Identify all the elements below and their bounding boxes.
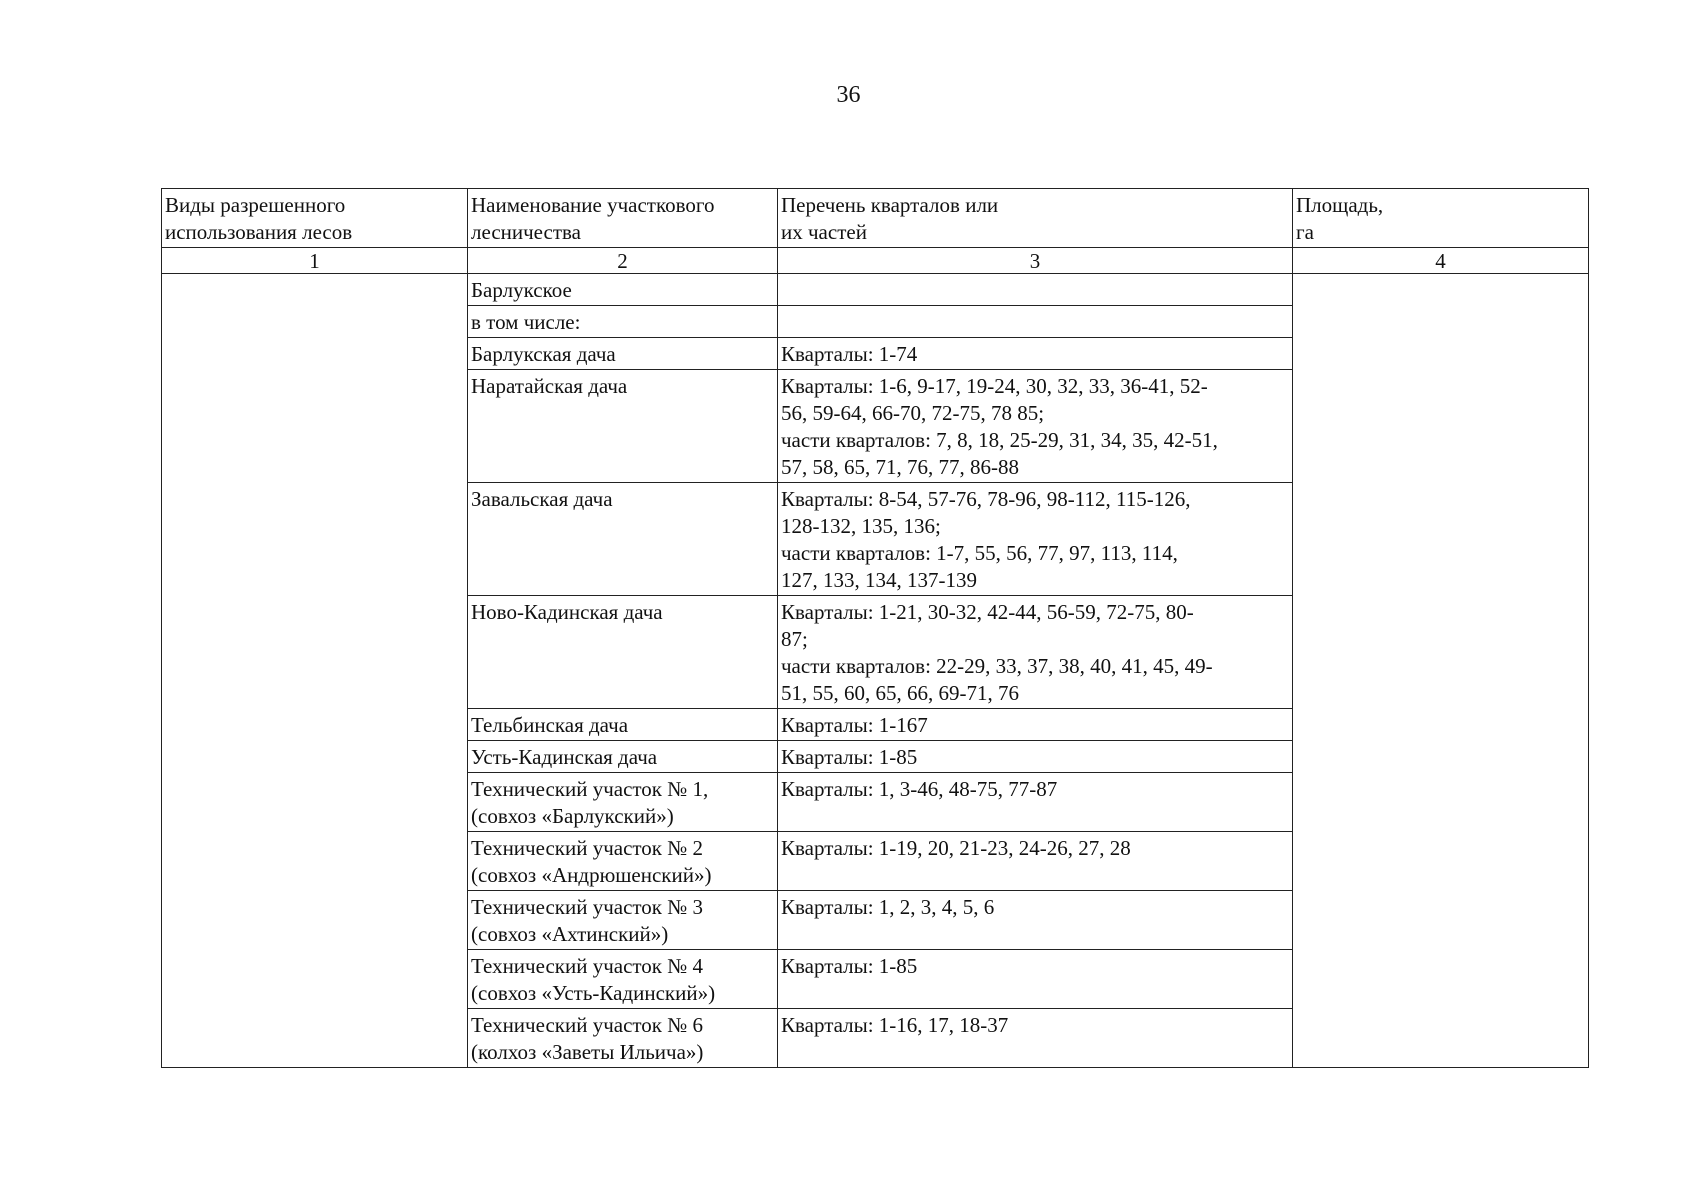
forestry-name-cell [468, 596, 778, 709]
quarters-line: Кварталы: 1, 2, 3, 4, 5, 6 [781, 895, 995, 919]
column-number: 4 [1293, 248, 1589, 274]
quarters-cell [778, 773, 1293, 832]
quarters-line: 128-132, 135, 136; [781, 514, 941, 538]
quarters-line: части кварталов: 22-29, 33, 37, 38, 40, 41, 45, 49- [781, 654, 1213, 678]
forestry-name-cell [468, 274, 778, 306]
forestry-name-cell [468, 709, 778, 741]
quarters-line: Кварталы: 1, 3-46, 48-75, 77-87 [781, 777, 1058, 801]
forestry-name-line: Завальская дача [471, 487, 613, 511]
quarters-line: Кварталы: 1-6, 9-17, 19-24, 30, 32, 33, 36-41, 52- [781, 374, 1208, 398]
forestry-name-line: (совхоз «Барлукский») [471, 804, 674, 828]
forestry-name-line: Технический участок № 6 [471, 1013, 704, 1037]
forestry-name-line: Усть-Кадинская дача [471, 745, 658, 769]
quarters-line: 127, 133, 134, 137-139 [781, 568, 977, 592]
forestry-name-line: (совхоз «Ахтинский») [471, 922, 669, 946]
page-number: 36 [836, 82, 861, 108]
forestry-name-line: (колхоз «Заветы Ильича») [471, 1040, 704, 1064]
quarters-line: Кварталы: 8-54, 57-76, 78-96, 98-112, 115-126, [781, 487, 1191, 511]
forestry-name-cell [468, 338, 778, 370]
quarters-line: Кварталы: 1-16, 17, 18-37 [781, 1013, 1009, 1037]
header-cell-quarters: Перечень кварталов или их частей [778, 189, 1293, 248]
forestry-name-line: Технический участок № 2 [471, 836, 704, 860]
forestry-name-cell [468, 741, 778, 773]
forestry-name-line: в том числе: [471, 310, 581, 334]
quarters-line: Кварталы: 1-85 [781, 954, 918, 978]
column-number: 3 [778, 248, 1293, 274]
quarters-line: Кварталы: 1-85 [781, 745, 918, 769]
column-number: 2 [468, 248, 778, 274]
quarters-cell [778, 306, 1293, 338]
forest-use-table [161, 188, 1589, 1068]
quarters-line: части кварталов: 7, 8, 18, 25-29, 31, 34, 35, 42-51, [781, 428, 1218, 452]
forestry-name-line: Наратайская дача [471, 374, 628, 398]
quarters-line: Кварталы: 1-74 [781, 342, 918, 366]
quarters-cell [778, 274, 1293, 306]
forestry-name-cell [468, 306, 778, 338]
forestry-name-line: (совхоз «Андрюшенский») [471, 863, 712, 887]
forestry-name-cell [468, 832, 778, 891]
forestry-name-line: Барлукское [471, 278, 572, 302]
quarters-cell [778, 596, 1293, 709]
quarters-cell [778, 483, 1293, 596]
quarters-line: Кварталы: 1-167 [781, 713, 928, 737]
area-cell [1293, 274, 1589, 1068]
header-cell-area: Площадь, га [1293, 189, 1589, 248]
forestry-name-line: (совхоз «Усть-Кадинский») [471, 981, 716, 1005]
quarters-cell [778, 950, 1293, 1009]
forestry-name-line: Барлукская дача [471, 342, 616, 366]
quarters-line: 57, 58, 65, 71, 76, 77, 86-88 [781, 455, 1019, 479]
quarters-cell [778, 1009, 1293, 1068]
quarters-cell [778, 832, 1293, 891]
forestry-name-line: Технический участок № 4 [471, 954, 704, 978]
quarters-cell [778, 709, 1293, 741]
quarters-line: 87; [781, 627, 808, 651]
header-cell-forestry-name: Наименование участкового лесничества [468, 189, 778, 248]
forestry-name-cell [468, 773, 778, 832]
forestry-name-cell [468, 950, 778, 1009]
quarters-cell [778, 741, 1293, 773]
forestry-name-cell [468, 1009, 778, 1068]
forestry-name-cell [468, 891, 778, 950]
quarters-line: 56, 59-64, 66-70, 72-75, 78 85; [781, 401, 1045, 425]
forestry-name-line: Технический участок № 1, [471, 777, 709, 801]
quarters-line: части кварталов: 1-7, 55, 56, 77, 97, 113, 114, [781, 541, 1178, 565]
column-number-row [162, 248, 1589, 274]
quarters-cell [778, 370, 1293, 483]
quarters-line: Кварталы: 1-21, 30-32, 42-44, 56-59, 72-75, 80- [781, 600, 1194, 624]
forestry-name-line: Тельбинская дача [471, 713, 629, 737]
quarters-cell [778, 891, 1293, 950]
header-row [162, 189, 1589, 248]
table-row [162, 274, 1589, 306]
forestry-name-cell [468, 370, 778, 483]
forestry-name-line: Ново-Кадинская дача [471, 600, 663, 624]
forestry-name-cell [468, 483, 778, 596]
quarters-line: Кварталы: 1-19, 20, 21-23, 24-26, 27, 28 [781, 836, 1131, 860]
header-cell-use-type: Виды разрешенного использования лесов [162, 189, 468, 248]
quarters-line: 51, 55, 60, 65, 66, 69-71, 76 [781, 681, 1019, 705]
forestry-name-line: Технический участок № 3 [471, 895, 704, 919]
column-number: 1 [162, 248, 468, 274]
quarters-cell [778, 338, 1293, 370]
use-type-cell [162, 274, 468, 1068]
